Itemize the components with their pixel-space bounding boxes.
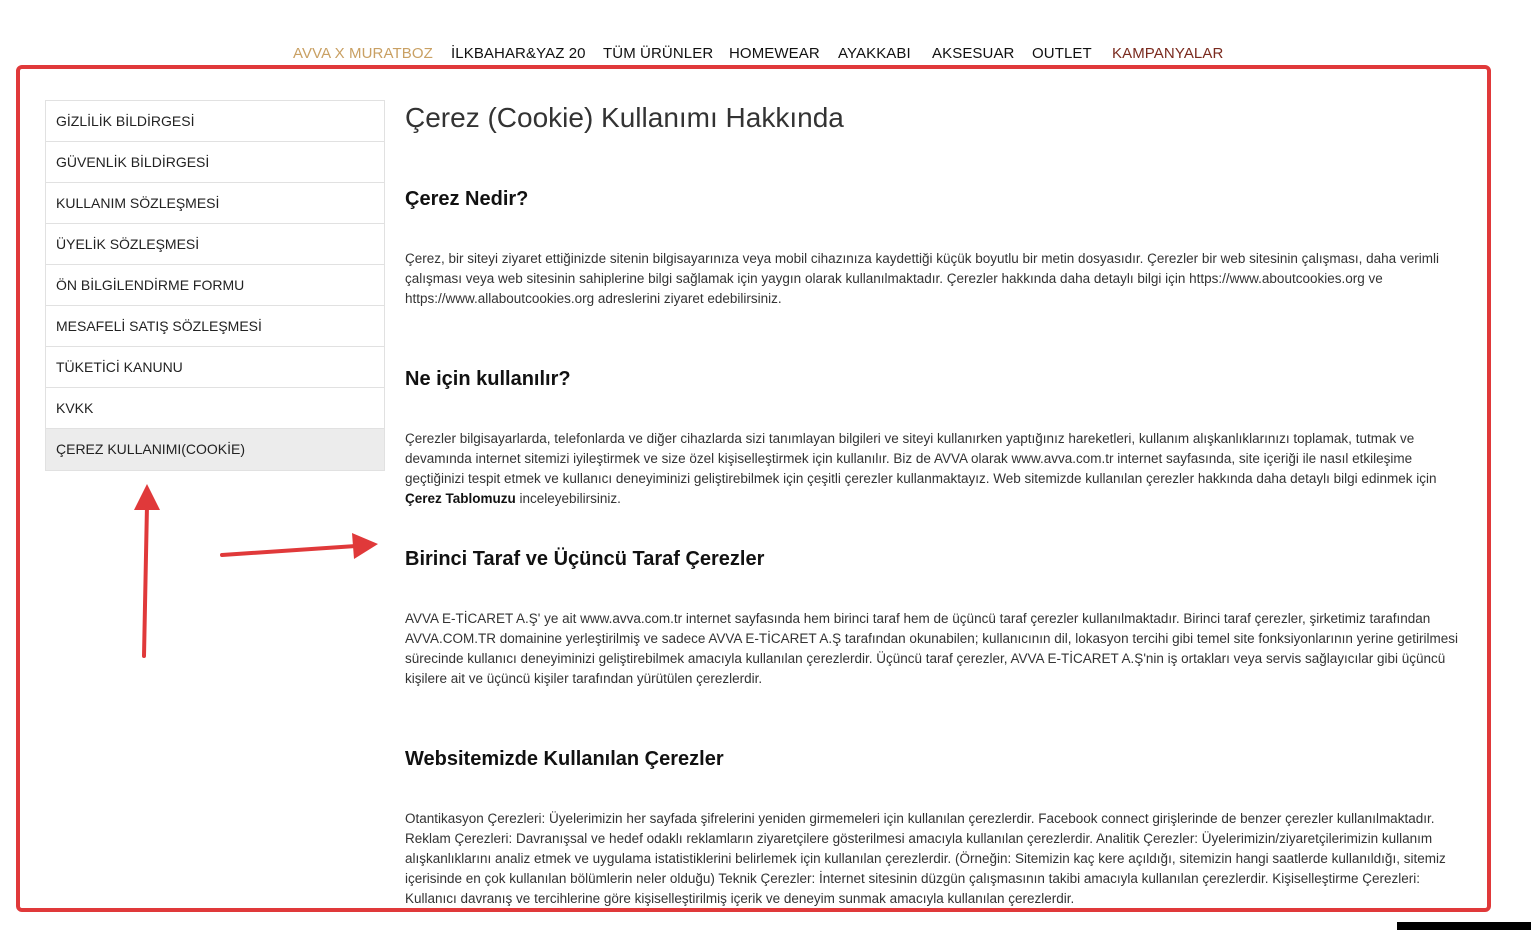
section-body-ne-icin bbox=[405, 429, 1467, 509]
sidebar-item-guvenlik[interactable]: GÜVENLİK BİLDİRGESİ bbox=[46, 142, 384, 183]
sidebar-item-kvkk[interactable]: KVKK bbox=[46, 388, 384, 429]
section-body-ne-icin-text: Çerezler bilgisayarlarda, telefonlarda ve diğer cihazlarda sizi tanımlayan bilgileri ve siteyi kullanırken yaptığınız hareketleri, kullanım alışkanlıklarınızı toplamak, tutmak ve devamında internet sitemizi iyileştirmek ve size özel kişiselleştirmek için kullanılır. Biz de AVVA olarak www.avva.com.tr internet sayfasında, site içeriği ile nasıl etkileşime geçtiğinizi tespit etmek ve kullanıcı deneyiminizi geliştirebilmek için çeşitli çerezler kullanmaktayız. Web sitemizde kullanılan çerezler hakkında daha detaylı bilgi edinmek için bbox=[405, 431, 1437, 486]
sidebar-item-tuketici-kanunu[interactable]: TÜKETİCİ KANUNU bbox=[46, 347, 384, 388]
sidebar-item-uyelik[interactable]: ÜYELİK SÖZLEŞMESİ bbox=[46, 224, 384, 265]
section-body-birinci-ucuncu-taraf: AVVA E-TİCARET A.Ş' ye ait www.avva.com.tr internet sayfasında hem birinci taraf hem de üçüncü taraf çerezler kullanılmaktadır. Birinci taraf çerezler, şirketimiz tarafından AVVA.COM.TR domainine yerleştirilmiş ve sadece AVVA E-TİCARET A.Ş tarafından okunabilen; kullanıcının dil, lokasyon tercihi gibi temel site fonksiyonlarının yerine getirilmesi sürecinde kullanıcı deneyiminizi geliştirebilmek amacıyla kullanılan çerezlerdir. Üçüncü taraf çerezler, AVVA E-TİCARET A.Ş'nin iş ortakları veya servis sağlayıcılar gibi üçüncü kişilere ait ve üçüncü kişiler tarafından yürütülen çerezlerdir. bbox=[405, 611, 1458, 686]
section-body-ne-icin-tail: inceleyebilirsiniz. bbox=[519, 491, 621, 506]
section-body-websitemizde-cerezler: Otantikasyon Çerezleri: Üyelerimizin her sayfada şifrelerini yeniden girmemeleri için kullanılan çerezlerdir. Facebook connect girişlerinde de benzer çerezler kullanılmaktadır. Reklam Çerezleri: Davranışsal ve hedef odaklı reklamların ziyaretçilere gösterilmesi amacıyla kullanılan çerezlerdir. Analitik Çerezler: Üyelerimizin/ziyaretçilerimizin kullanım alışkanlıklarını analiz etmek ve uygulama istatistiklerini belirlemek için kullanılan çerezlerdir. (Örneğin: Sitemizin kaç kere açıldığı, sitemizin hangi saatlerde kullanıldığı, sitemiz içerisinde en çok kullanılan bölümlerin neler olduğu) Teknik Çerezler: İnternet sitesinin düzgün çalışmasının takibi amacıyla kullanılan çerezlerdir. Kişiselleştirme Çerezleri: Kullanıcı davranış ve tercihlerine göre kişiselleştirilmiş içerik ve deneyim sunmak amacıyla kullanılan çerezlerdir. bbox=[405, 811, 1446, 906]
nav-item-aksesuar[interactable]: AKSESUAR bbox=[932, 45, 1015, 62]
sidebar-item-cerez-kullanimi[interactable]: ÇEREZ KULLANIMI(COOKİE) bbox=[46, 429, 384, 470]
section-body-cerez-nedir: Çerez, bir siteyi ziyaret ettiğinizde sitenin bilgisayarınıza veya mobil cihazınıza kaydettiği küçük boyutlu bir metin dosyasıdır. Çerezler bir web sitesinin çalışması, daha verimli çalışması veya web sitesinin sahiplerine bilgi sağlamak için yaygın olarak kullanılmaktadır. Çerezler hakkında daha detaylı bilgi için https://www.aboutcookies.org ve https://www.allaboutcookies.org adreslerini ziyaret edebilirsiniz. bbox=[405, 251, 1439, 306]
nav-item-ayakkabi[interactable]: AYAKKABI bbox=[838, 45, 911, 62]
nav-item-homewear[interactable]: HOMEWEAR bbox=[729, 45, 820, 62]
section-heading-ne-icin: Ne için kullanılır? bbox=[405, 368, 571, 390]
page-title: Çerez (Cookie) Kullanımı Hakkında bbox=[405, 102, 844, 133]
nav-item-kampanyalar[interactable]: KAMPANYALAR bbox=[1112, 45, 1224, 62]
bottom-edge-bar bbox=[1397, 922, 1531, 930]
top-navigation bbox=[0, 45, 1531, 65]
cerez-tablosu-link[interactable]: Çerez Tablomuzu bbox=[405, 491, 516, 506]
sidebar-item-kullanim[interactable]: KULLANIM SÖZLEŞMESİ bbox=[46, 183, 384, 224]
section-heading-cerez-nedir: Çerez Nedir? bbox=[405, 188, 529, 210]
policy-sidebar-menu bbox=[45, 100, 385, 471]
sidebar-item-mesafeli-satis[interactable]: MESAFELİ SATIŞ SÖZLEŞMESİ bbox=[46, 306, 384, 347]
sidebar-item-on-bilgilendirme[interactable]: ÖN BİLGİLENDİRME FORMU bbox=[46, 265, 384, 306]
nav-item-outlet[interactable]: OUTLET bbox=[1032, 45, 1092, 62]
nav-item-avva-x-muratboz[interactable]: AVVA X MURATBOZ bbox=[293, 45, 433, 62]
section-heading-websitemizde-cerezler: Websitemizde Kullanılan Çerezler bbox=[405, 748, 724, 770]
section-heading-birinci-ucuncu-taraf: Birinci Taraf ve Üçüncü Taraf Çerezler bbox=[405, 548, 765, 570]
nav-item-tum-urunler[interactable]: TÜM ÜRÜNLER bbox=[603, 45, 714, 62]
nav-item-ilkbahar-yaz[interactable]: İLKBAHAR&YAZ 20 bbox=[451, 45, 586, 62]
sidebar-item-gizlilik[interactable]: GİZLİLİK BİLDİRGESİ bbox=[46, 101, 384, 142]
